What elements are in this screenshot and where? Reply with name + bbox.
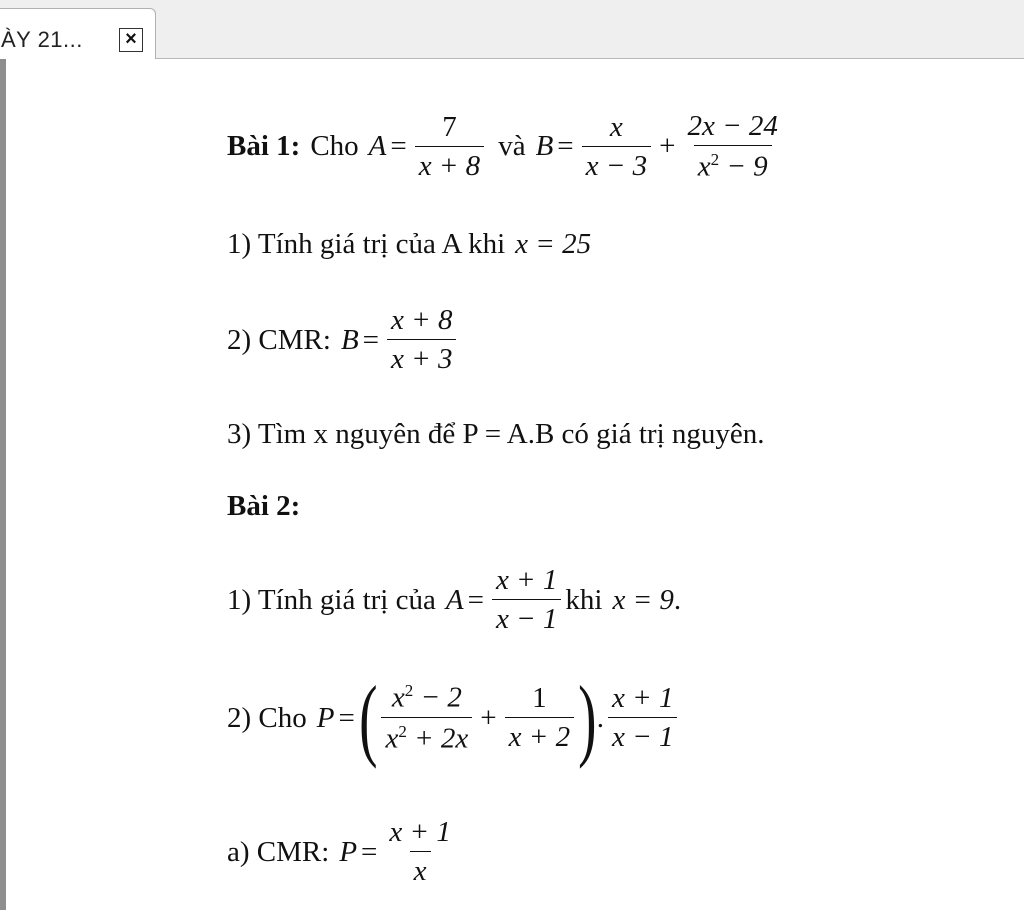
question-text: 1) Tính giá trị của A khi: [227, 228, 506, 260]
fraction-P-term3: [608, 684, 677, 752]
var-A: A: [368, 130, 387, 163]
fraction-denominator: [694, 145, 772, 182]
bai1-question2: [227, 306, 460, 374]
plus-sign: +: [659, 130, 676, 163]
condition: x = 9: [612, 583, 674, 616]
fraction-denominator: [381, 717, 472, 754]
right-paren: ): [578, 667, 597, 769]
fraction-denominator: x + 3: [387, 339, 456, 374]
fraction-numerator: x: [609, 110, 623, 143]
var-P: P: [316, 701, 335, 734]
fraction-B-term2: [683, 112, 781, 182]
bai2-question-a: [227, 818, 459, 886]
bai2-question2: [227, 667, 681, 769]
equals: =: [557, 130, 574, 163]
question-text: 2) CMR:: [227, 323, 331, 356]
va-text: và: [498, 130, 526, 163]
var-P: P: [339, 835, 358, 868]
fraction-denominator: x + 2: [505, 717, 574, 752]
base: x: [385, 722, 399, 755]
exponent: 2: [710, 150, 720, 169]
fraction-A2: [492, 566, 561, 634]
var-B: B: [535, 130, 554, 163]
document-page: [6, 59, 1024, 910]
equals: =: [390, 130, 407, 163]
fraction-numerator: [388, 682, 466, 717]
fraction-numerator: x + 1: [389, 816, 451, 848]
bai1-question3: [227, 418, 765, 451]
fraction-numerator: 1: [532, 682, 547, 714]
equals: =: [338, 701, 355, 734]
var-B: B: [340, 323, 359, 356]
exponent: 2: [404, 681, 414, 701]
fraction-P-term1: [381, 682, 472, 753]
plus-sign: +: [480, 701, 497, 734]
fraction-numerator: x + 1: [612, 682, 674, 714]
fraction-numerator: x + 8: [391, 304, 453, 336]
fraction-numerator: 2x − 24: [687, 110, 778, 142]
bai2-question1: [227, 566, 681, 634]
fraction-P-term2: [505, 684, 574, 752]
fraction-B-term1: [582, 110, 651, 182]
multiply-dot: .: [596, 701, 604, 734]
fraction-denominator: x + 8: [415, 146, 484, 181]
equals: =: [467, 583, 484, 616]
tab-title[interactable]: ÀY 21...: [1, 27, 83, 52]
bai1-cho: Cho: [310, 130, 359, 163]
bai1-question1: [227, 228, 591, 261]
fraction-denominator: x − 1: [608, 717, 677, 752]
fraction-denominator: x − 3: [582, 146, 651, 181]
bai2-heading: [227, 490, 300, 523]
exponent: 2: [398, 722, 407, 741]
rest: + 2x: [406, 722, 469, 755]
base: x: [391, 682, 405, 714]
condition: x = 25: [515, 228, 592, 260]
fraction-denominator: x: [410, 851, 431, 886]
bai1-statement: [227, 112, 786, 182]
fraction-P-simplified: [385, 818, 454, 886]
question-text: a) CMR:: [227, 835, 330, 868]
bai1-title: Bài 1:: [227, 130, 301, 163]
rest: − 9: [719, 150, 768, 183]
tab-bar: [0, 0, 1024, 59]
fraction-denominator: x − 1: [492, 599, 561, 634]
base: x: [697, 150, 711, 183]
question-text: 2) Cho: [227, 701, 307, 734]
left-paren: (: [358, 667, 378, 769]
khi-text: khi: [565, 583, 603, 616]
close-icon[interactable]: ×: [119, 28, 143, 52]
question-text: 1) Tính giá trị của: [227, 583, 436, 616]
document-tab[interactable]: [0, 8, 156, 60]
fraction-B-simplified: [387, 306, 456, 374]
fraction-numerator: 7: [442, 110, 457, 143]
fraction-A: [415, 110, 484, 182]
bai2-title: Bài 2:: [227, 490, 301, 522]
period: .: [673, 583, 682, 616]
question-text: 3) Tìm x nguyên để P = A.B có giá trị nguyên.: [227, 418, 765, 450]
fraction-numerator: x + 1: [495, 564, 558, 596]
equals: =: [361, 835, 378, 868]
rest: − 2: [413, 682, 462, 714]
var-A: A: [445, 583, 464, 616]
equals: =: [362, 323, 380, 356]
